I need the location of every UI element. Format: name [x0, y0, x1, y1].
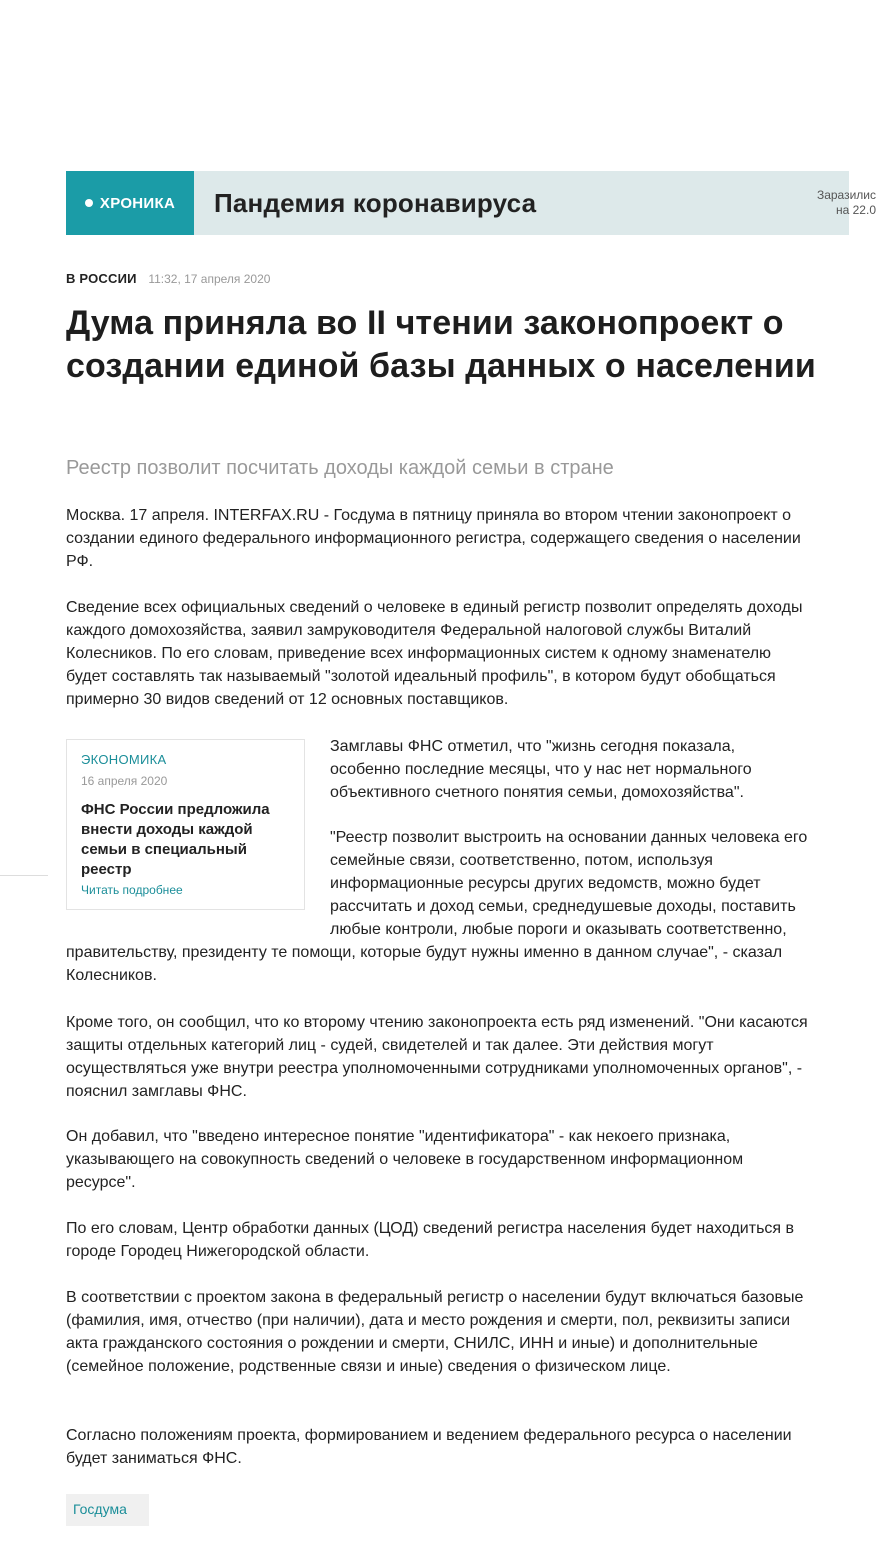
stat-line-1: Заразилис [816, 188, 876, 202]
article-title: Дума приняла во II чтении законопроект о создании единой базы данных о населении [66, 304, 816, 385]
chronicle-label[interactable] [66, 171, 194, 235]
article-lead: Реестр позволит посчитать доходы каждой семьи в стране [66, 457, 614, 479]
article-meta [66, 271, 270, 286]
read-more-link[interactable]: Читать подробнее [81, 883, 183, 897]
chronicle-title[interactable]: Пандемия коронавируса [214, 188, 537, 218]
article-datetime: 11:32, 17 апреля 2020 [148, 272, 271, 286]
article-paragraph-1: Москва. 17 апреля. INTERFAX.RU - Госдума в пятницу приняла во втором чтении законопроект о создании единого федерального информационного регистра, содержащего сведения о населении РФ. [66, 507, 801, 570]
related-date: 16 апреля 2020 [81, 774, 168, 788]
article-paragraph-8: В соответствии с проектом закона в федеральный регистр о населении будут включаться базовые (фамилия, имя, отчество (при наличии), дата и место рождения и смерти, пол, реквизиты записи акта гражданского состояния о рождении и смерти, СНИЛС, ИНН и иные) и дополнительные (семейное положение, родственные связи и иные) сведения о физическом лице. [66, 1289, 804, 1375]
tag-gosduma[interactable]: Госдума [66, 1494, 149, 1526]
article-paragraph-5: Кроме того, он сообщил, что ко второму чтению законопроекта есть ряд изменений. "Они касаются защиты отдельных категорий лиц - судей, свидетелей и так далее. Эти действия могут осуществляться уже внутри реестра уполномоченными сотрудниками уполномоченных органов", - пояснил замглавы ФНС. [66, 1014, 808, 1100]
divider [0, 875, 48, 876]
bullet-icon [85, 199, 93, 207]
chronicle-stat [786, 188, 876, 218]
stat-line-2: на 22.0 [836, 203, 876, 217]
article-paragraph-9: Согласно положениям проекта, формированием и ведением федерального ресурса о населении будет заниматься ФНС. [66, 1427, 792, 1467]
article-paragraph-3: Замглавы ФНС отметил, что "жизнь сегодня показала, особенно последние месяцы, что у нас нет нормального объективного счетного понятия семьи, домохозяйства". [330, 738, 752, 801]
related-rubric[interactable]: ЭКОНОМИКА [81, 752, 167, 767]
article-paragraph-6: Он добавил, что "введено интересное понятие "идентификатора" - как некоего признака, указывающего на совокупность сведений о человеке в государственном информационном ресурсе". [66, 1128, 744, 1191]
article-rubric[interactable]: В РОССИИ [66, 271, 137, 286]
article-paragraph-4: "Реестр позволит выстроить на основании данных человека его семейные связи, соответственно, потом, используя информационные ресурсы других ведомств, можно будет рассчитать и доход семьи, среднедушевые доходы, поставить любые контроли, любые пороги и оказывать соответственно, правительству, президенту те помощи, которые будут нужны именно в данном случае", - сказал Колесников. [66, 829, 808, 984]
chronicle-label-text: ХРОНИКА [99, 194, 176, 212]
article-paragraph-7: По его словам, Центр обработки данных (ЦОД) сведений регистра населения будет находиться в городе Городец Нижегородской области. [66, 1220, 795, 1260]
related-title[interactable]: ФНС России предложила внести доходы каждой семьи в специальный реестр [81, 801, 270, 878]
article-paragraph-4-wrap [66, 826, 811, 987]
article-paragraph-2: Сведение всех официальных сведений о человеке в единый регистр позволит определять доходы каждого домохозяйства, заявил замруководителя Федеральной налоговой службы Виталий Колесников. По его словам, приведение всех информационных систем к одному знаменателю будет составлять так называемый "золотой идеальный профиль", в котором будут обобщаться примерно 30 видов сведений от 12 основных поставщиков. [66, 599, 803, 708]
chronicle-banner[interactable] [66, 171, 876, 235]
float-spacer [66, 826, 330, 941]
